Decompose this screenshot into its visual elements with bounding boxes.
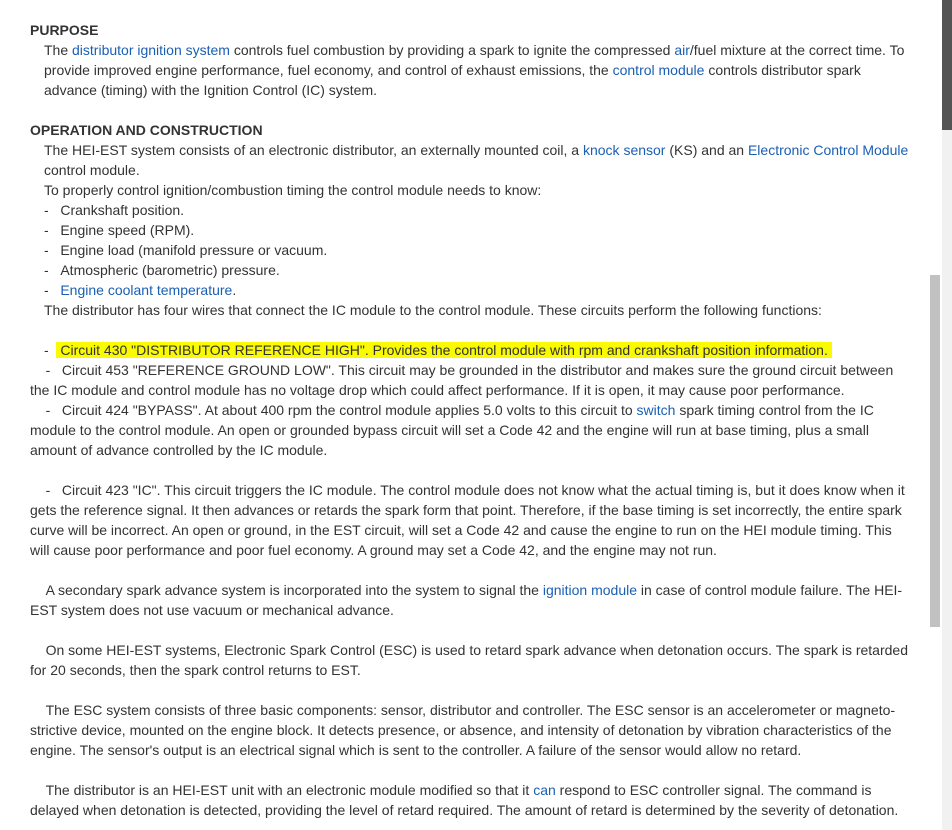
bullet: - (44, 222, 49, 238)
link-ignition-module[interactable]: ignition module (542, 582, 637, 598)
circuit-430-text: Circuit 430 "DISTRIBUTOR REFERENCE HIGH". Provides the control module with rpm and crankshaft position information. (60, 342, 828, 358)
circuit-453-text: Circuit 453 "REFERENCE GROUND LOW". This circuit may be grounded in the distributor and makes sure the ground circuit between the IC module and control module has no voltage drop which could affect performance. If it is open, it may cause poor performance. (30, 362, 894, 398)
text: (KS) and an (665, 142, 748, 158)
distributor-paragraph (30, 780, 914, 820)
purpose-paragraph (30, 40, 914, 100)
window-edge (942, 0, 952, 130)
text: control module. (44, 162, 140, 178)
text: spark timing control from the IC module to the control module. An open or grounded bypass circuit will set a Code 42 and the engine will run at base timing, plus a small amount of advance controlled by the IC module. (30, 402, 874, 458)
link-control-module[interactable]: control module (612, 62, 705, 78)
esc-paragraph (30, 640, 914, 680)
link-knock-sensor[interactable]: knock sensor (582, 142, 666, 158)
list-item (30, 240, 914, 260)
link-can[interactable]: can (533, 782, 556, 798)
vertical-scrollbar[interactable] (928, 0, 952, 830)
list-item-text: Atmospheric (barometric) pressure. (60, 262, 280, 278)
list-item (30, 280, 914, 300)
circuits-intro: The distributor has four wires that connect the IC module to the control module. These circuits perform the following functions: (44, 302, 822, 318)
list-item (30, 260, 914, 280)
text: in case of control module failure. The HEI-EST system does not use vacuum or mechanical advance. (30, 582, 903, 618)
bullet: - (45, 362, 51, 378)
text: respond to ESC controller signal. The command is delayed when detonation is detected, providing the level of retard required. The amount of retard is determined by the severity of detonation. (30, 782, 899, 818)
list-item-text: Engine load (manifold pressure or vacuum. (60, 242, 328, 258)
scrollbar-thumb[interactable] (930, 275, 940, 627)
link-switch[interactable]: switch (636, 402, 676, 418)
list-item (30, 200, 914, 220)
text: controls fuel combustion by providing a spark to ignite the compressed (229, 42, 675, 58)
bullet: - (44, 262, 49, 278)
bullet: - (44, 282, 49, 298)
secondary-advance-paragraph (30, 580, 914, 620)
circuit-423-text: Circuit 423 "IC". This circuit triggers the IC module. The control module does not know what the actual timing is, but it does know when it gets the reference signal. It then advances or retards the spark form that point. Therefore, if the base timing is set incorrectly, the entire spark curve will be incorrect. An open or ground, in the EST circuit, will set a Code 42 and cause the engine to run on the HEI module timing. This will cause poor performance and poor fuel economy. A ground may set a Code 42, and the engine may not run. (30, 482, 905, 558)
bullet: - (44, 342, 49, 358)
text: On some HEI-EST systems, Electronic Spark Control (ESC) is used to retard spark advance when detonation occurs. The spark is retarded for 20 seconds, then the spark control returns to EST. (30, 642, 908, 678)
highlighted-circuit-430 (56, 342, 831, 358)
operation-heading: OPERATION AND CONSTRUCTION (30, 122, 263, 138)
text: controls distributor spark advance (timing) with the Ignition Control (IC) system. (44, 62, 861, 98)
scrollbar-track[interactable] (928, 0, 942, 830)
bullet: - (44, 242, 49, 258)
list-item (30, 220, 914, 240)
document-body (30, 20, 914, 820)
list-item-text: Crankshaft position. (60, 202, 185, 218)
circuit-424-item (30, 400, 914, 460)
text: The distributor is an HEI-EST unit with an electronic module modified so that it (45, 782, 534, 798)
esc-system-paragraph (30, 700, 914, 760)
text: The ESC system consists of three basic components: sensor, distributor and controller. The ESC sensor is an accelerometer or magneto-strictive device, mounted on the engine block. It detects presence, or absence, and intensity of detonation by vibration characteristics of the engine. The sensor's output is an electrical signal which is sent to the controller. A failure of the sensor would allow no retard. (30, 702, 896, 758)
text: /fuel mixture at the correct time. To provide improved engine performance, fuel economy, and control of exhaust emissions, the (44, 42, 905, 78)
circuit-423-item (30, 480, 914, 560)
bullet: - (44, 202, 49, 218)
list-item-text: Engine speed (RPM). (60, 222, 195, 238)
text: The HEI-EST system consists of an electronic distributor, an externally mounted coil, a (44, 142, 583, 158)
operation-paragraph (30, 140, 914, 180)
bullet: - (45, 482, 51, 498)
text: The (44, 42, 73, 58)
text: . (232, 282, 237, 298)
link-electronic-control-module[interactable]: Electronic Control Module (747, 142, 909, 158)
circuit-430-item (30, 340, 914, 360)
link-air[interactable]: air (674, 42, 690, 58)
text: Circuit 424 "BYPASS". At about 400 rpm the control module applies 5.0 volts to this circuit to (61, 402, 637, 418)
link-engine-coolant-temperature[interactable]: Engine coolant temperature (60, 282, 233, 298)
text: A secondary spark advance system is incorporated into the system to signal the (45, 582, 543, 598)
purpose-heading: PURPOSE (30, 22, 99, 38)
circuit-453-item (30, 360, 914, 400)
timing-intro: To properly control ignition/combustion timing the control module needs to know: (44, 182, 542, 198)
bullet: - (45, 402, 51, 418)
link-distributor-ignition-system[interactable]: distributor ignition system (72, 42, 230, 58)
